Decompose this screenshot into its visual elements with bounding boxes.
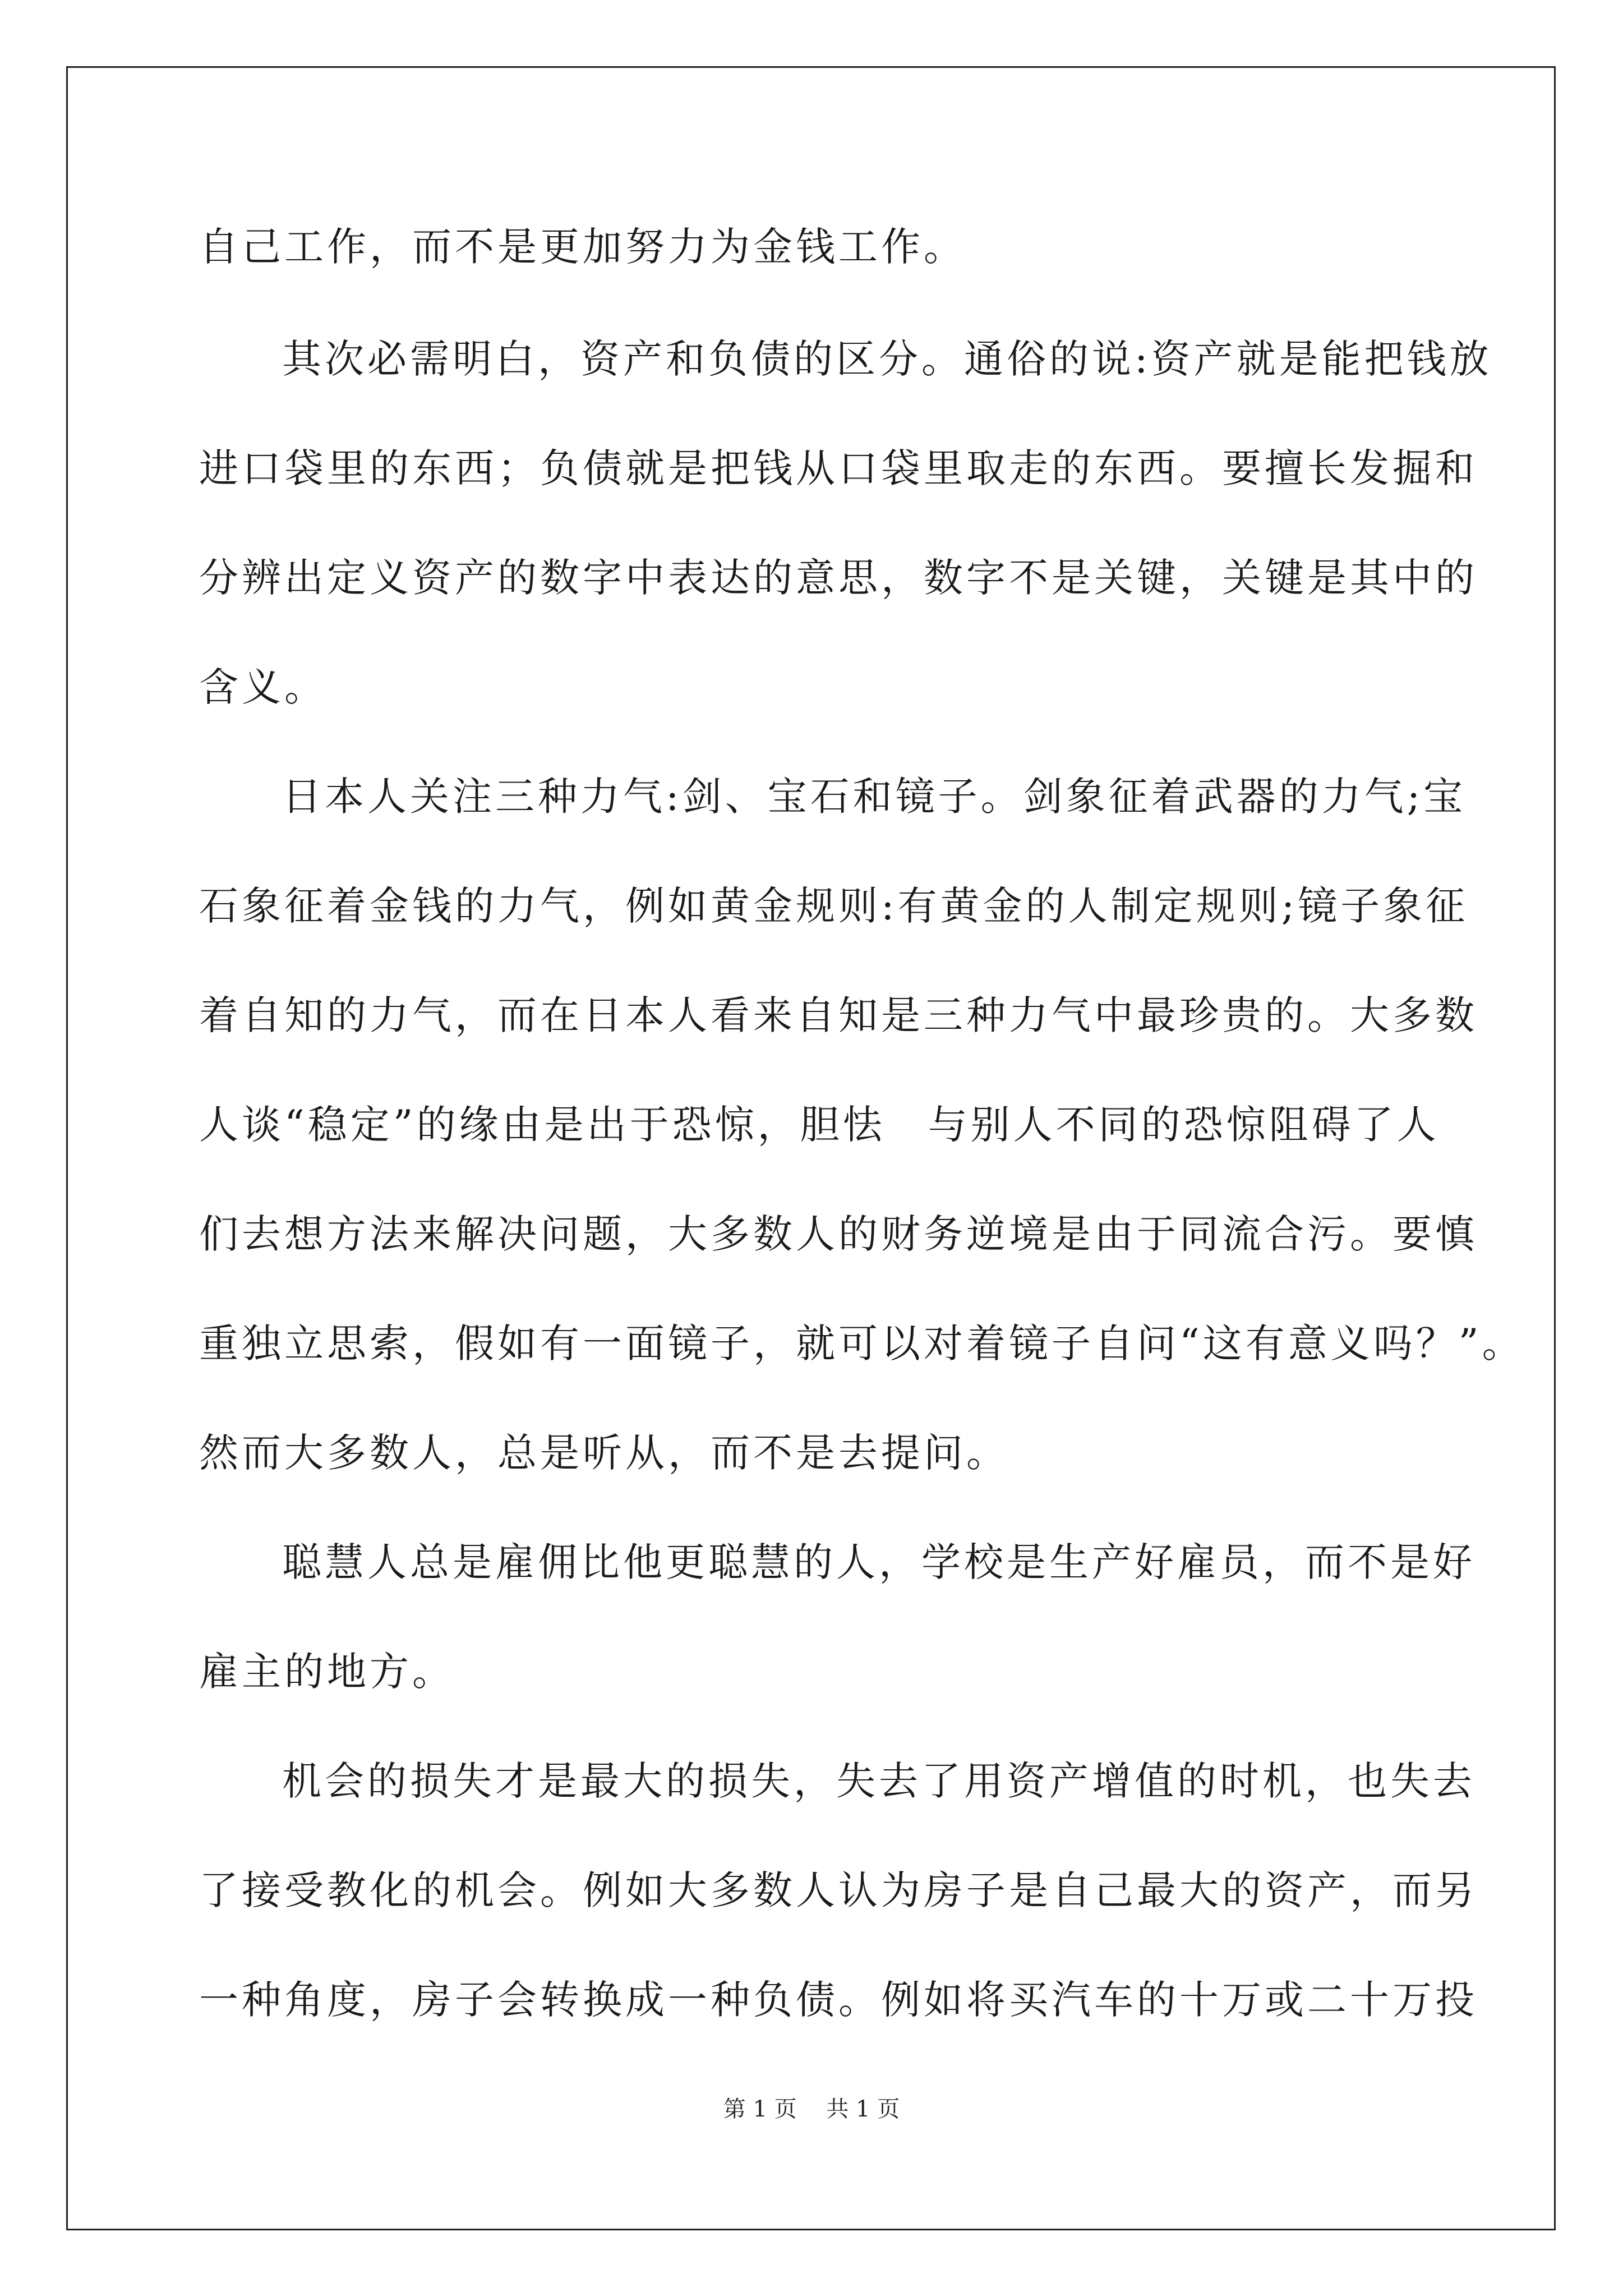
text-line: 机会的损失才是最大的损失，失去了用资产增值的时机，也失去 — [282, 1758, 1476, 1804]
page-number-footer: 第 1 页 共 1 页 — [723, 2096, 900, 2122]
text-line: 着自知的力气，而在日本人看来自知是三种力气中最珍贵的。大多数 — [199, 992, 1478, 1038]
text-line: 然而大多数人，总是听从，而不是去提问。 — [199, 1430, 1009, 1476]
text-line: 雇主的地方。 — [199, 1649, 455, 1695]
text-line: 自己工作，而不是更加努力为金钱工作。 — [199, 224, 966, 270]
text-line: 一种角度，房子会转换成一种负债。例如将买汽车的十万或二十万投 — [199, 1977, 1478, 2023]
text-line: 重独立思索，假如有一面镜子，就可以对着镜子自问“这有意义吗？”。 — [199, 1320, 1525, 1366]
text-line: 了接受教化的机会。例如大多数人认为房子是自己最大的资产，而另 — [199, 1867, 1478, 1913]
text-line: 石象征着金钱的力气，例如黄金规则:有黄金的人制定规则;镜子象征 — [199, 883, 1469, 929]
text-line: 人谈“稳定”的缘由是出于恐惊，胆怯 与别人不同的恐惊阻碍了人 — [199, 1102, 1440, 1148]
text-line: 其次必需明白，资产和负债的区分。通俗的说:资产就是能把钱放 — [282, 336, 1492, 382]
text-line: 含义。 — [199, 664, 327, 710]
text-line: 进口袋里的东西；负债就是把钱从口袋里取走的东西。要擅长发掘和 — [199, 445, 1478, 491]
text-line: 日本人关注三种力气:剑、宝石和镜子。剑象征着武器的力气;宝 — [282, 774, 1467, 820]
text-line: 们去想方法来解决问题，大多数人的财务逆境是由于同流合污。要慎 — [199, 1211, 1478, 1257]
text-line: 聪慧人总是雇佣比他更聪慧的人，学校是生产好雇员，而不是好 — [282, 1539, 1476, 1585]
text-line: 分辨出定义资产的数字中表达的意思，数字不是关键，关键是其中的 — [199, 555, 1478, 601]
